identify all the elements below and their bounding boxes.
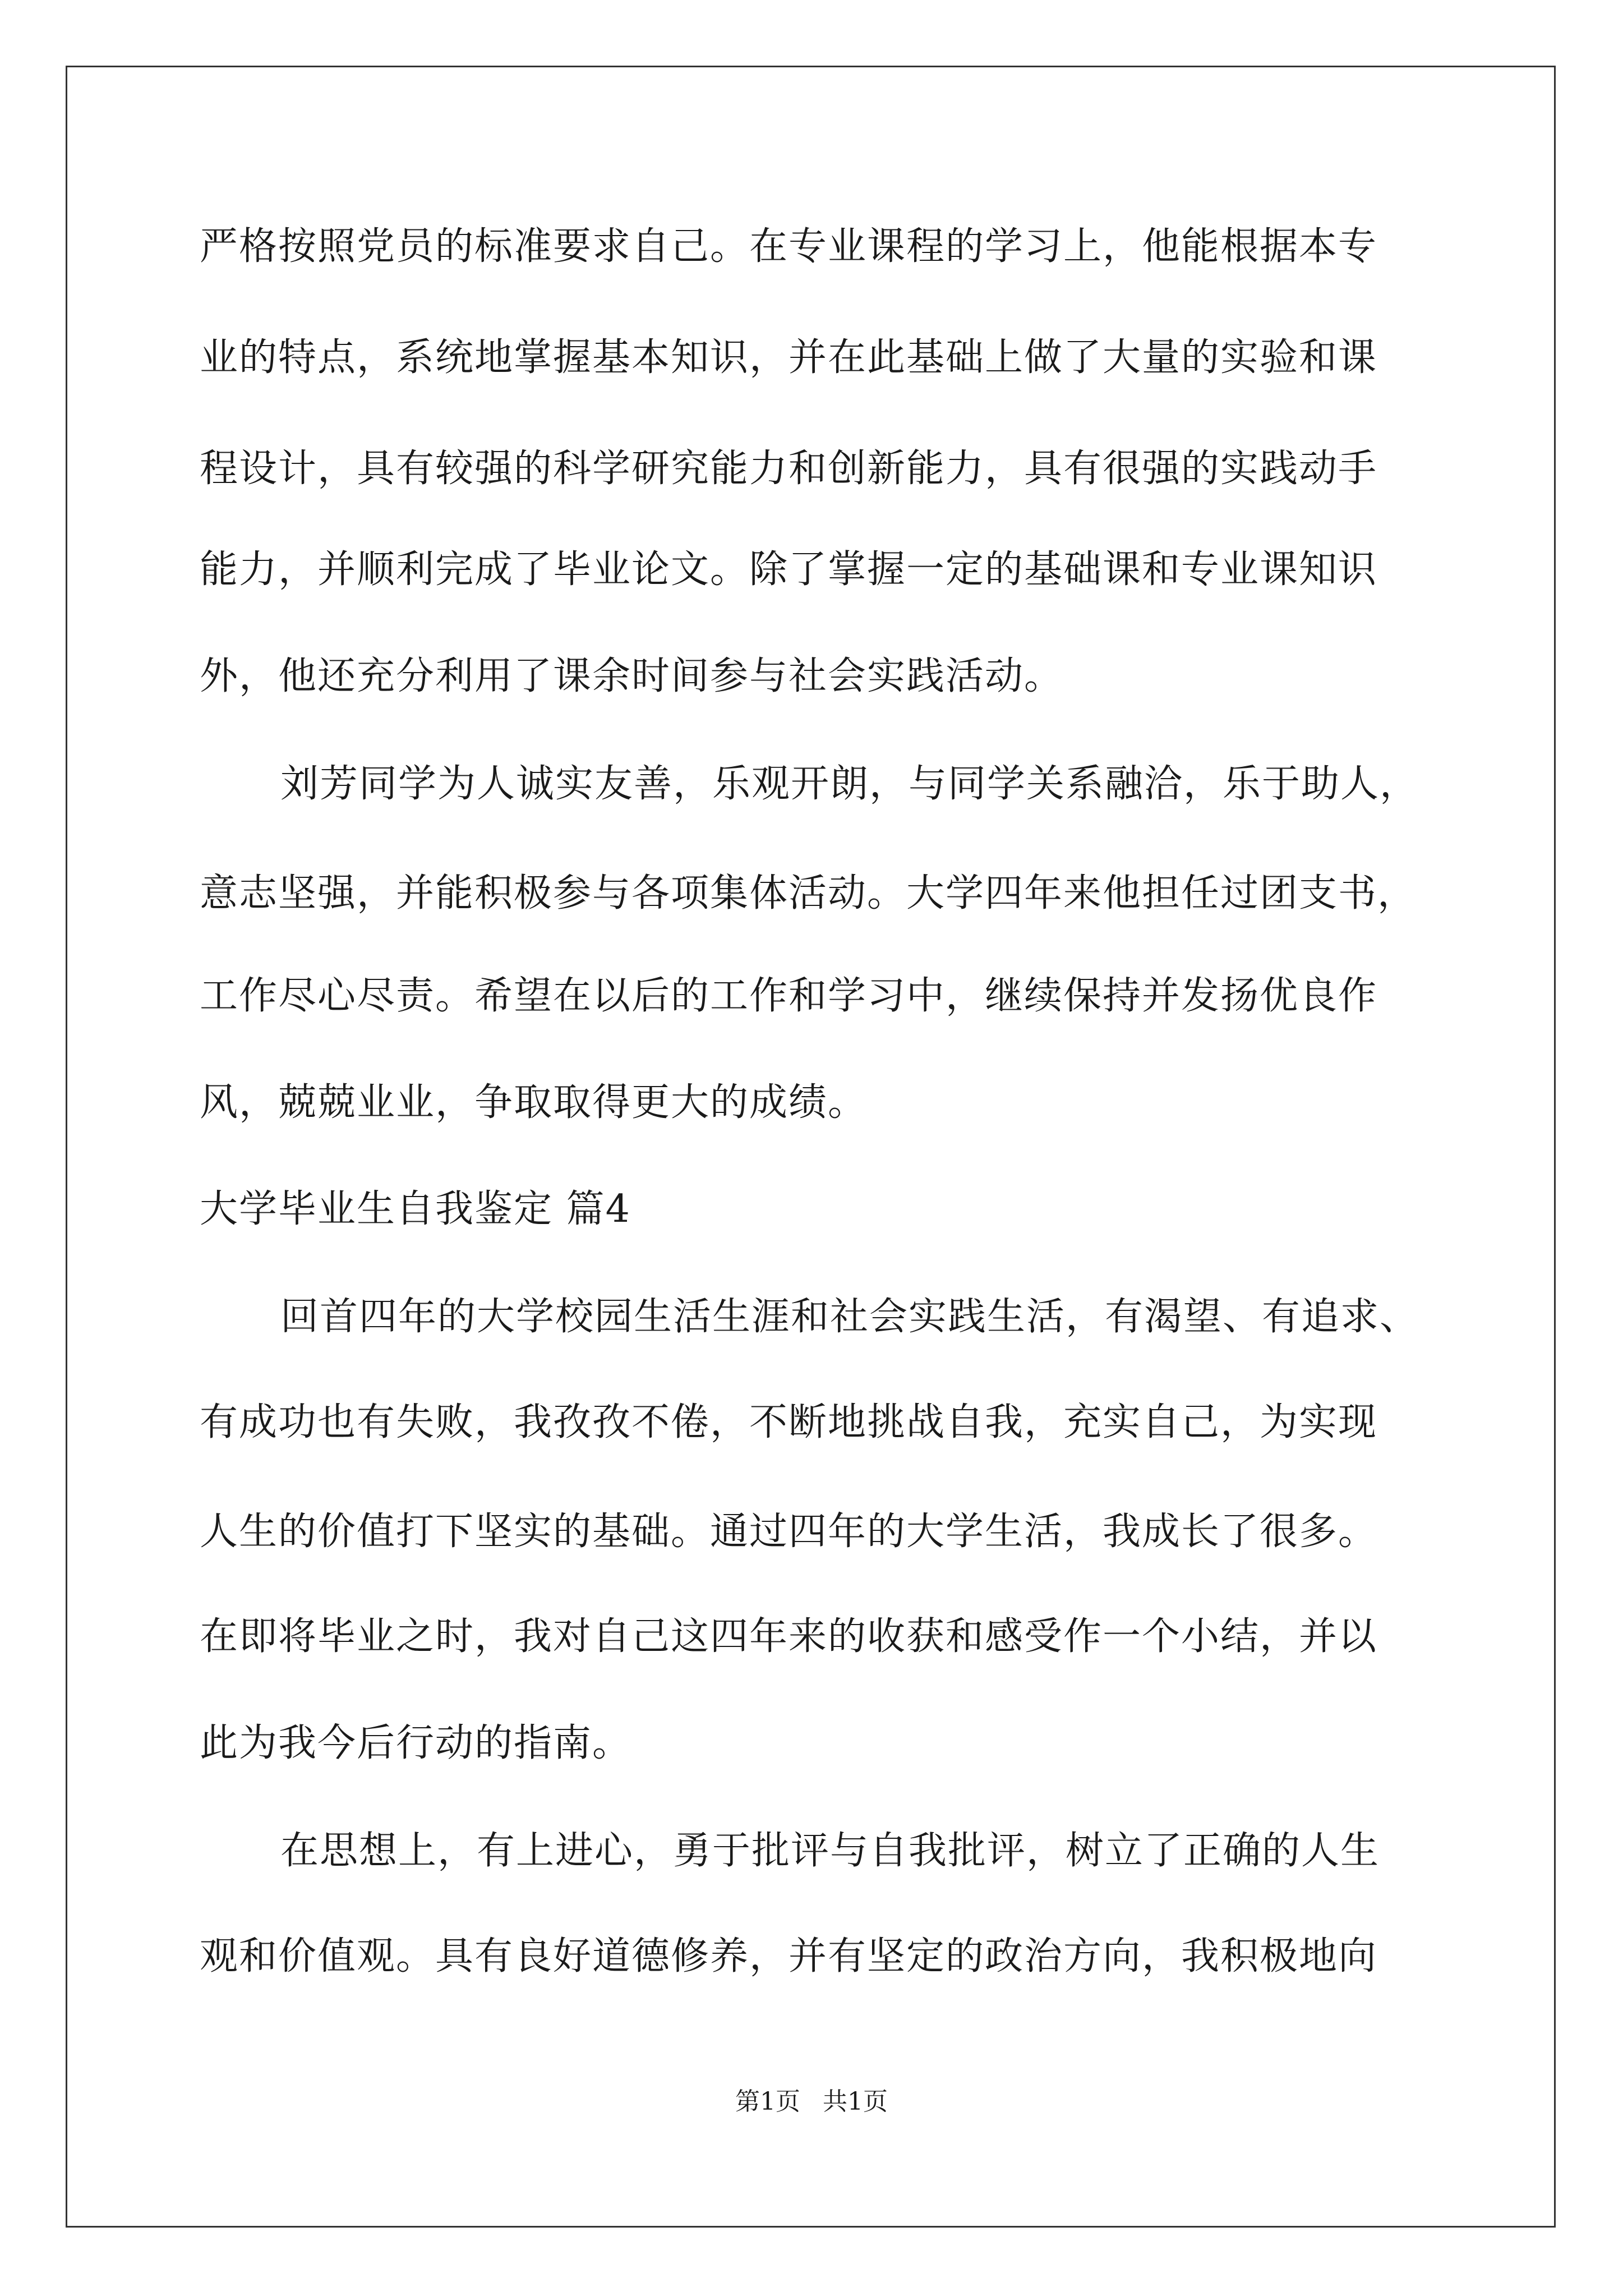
paragraph-4-line-2: 观和价值观。具有良好道德修养，并有坚定的政治方向，我积极地向 [200,1934,1378,1978]
page-number-current: 第1页 [735,2087,800,2116]
paragraph-2-line-1: 刘芳同学为人诚实友善，乐观开朗，与同学关系融洽，乐于助人， [280,762,1419,806]
paragraph-3-line-2: 有成功也有失败，我孜孜不倦，不断地挑战自我，充实自己，为实现 [200,1400,1378,1444]
paragraph-3-line-3: 人生的价值打下坚实的基础。通过四年的大学生活，我成长了很多。 [200,1510,1378,1554]
paragraph-2-line-2: 意志坚强，并能积极参与各项集体活动。大学四年来他担任过团支书， [200,871,1417,915]
paragraph-1-line-3: 程设计，具有较强的科学研究能力和创新能力，具有很强的实践动手 [200,447,1378,491]
paragraph-1-line-5: 外，他还充分利用了课余时间参与社会实践活动。 [200,654,1064,698]
page-number-total: 共1页 [823,2087,888,2116]
page-footer [0,2085,1623,2119]
paragraph-1-line-2: 业的特点，系统地掌握基本知识，并在此基础上做了大量的实验和课 [200,335,1378,380]
paragraph-3-line-4: 在即将毕业之时，我对自己这四年来的收获和感受作一个小结，并以 [200,1614,1378,1659]
paragraph-2-line-4: 风，兢兢业业，争取取得更大的成绩。 [200,1080,868,1125]
paragraph-1-line-1: 严格按照党员的标准要求自己。在专业课程的学习上，他能根据本专 [200,224,1378,269]
page-border [66,66,1556,2228]
paragraph-2-line-3: 工作尽心尽责。希望在以后的工作和学习中，继续保持并发扬优良作 [200,974,1378,1018]
paragraph-3-line-5: 此为我今后行动的指南。 [200,1721,632,1765]
paragraph-3-line-1: 回首四年的大学校园生活生涯和社会实践生活，有渴望、有追求、 [280,1295,1419,1339]
paragraph-4-line-1: 在思想上，有上进心，勇于批评与自我批评，树立了正确的人生 [280,1829,1380,1873]
section-heading: 大学毕业生自我鉴定 篇4 [200,1187,631,1231]
paragraph-1-line-4: 能力，并顺利完成了毕业论文。除了掌握一定的基础课和专业课知识 [200,547,1378,592]
